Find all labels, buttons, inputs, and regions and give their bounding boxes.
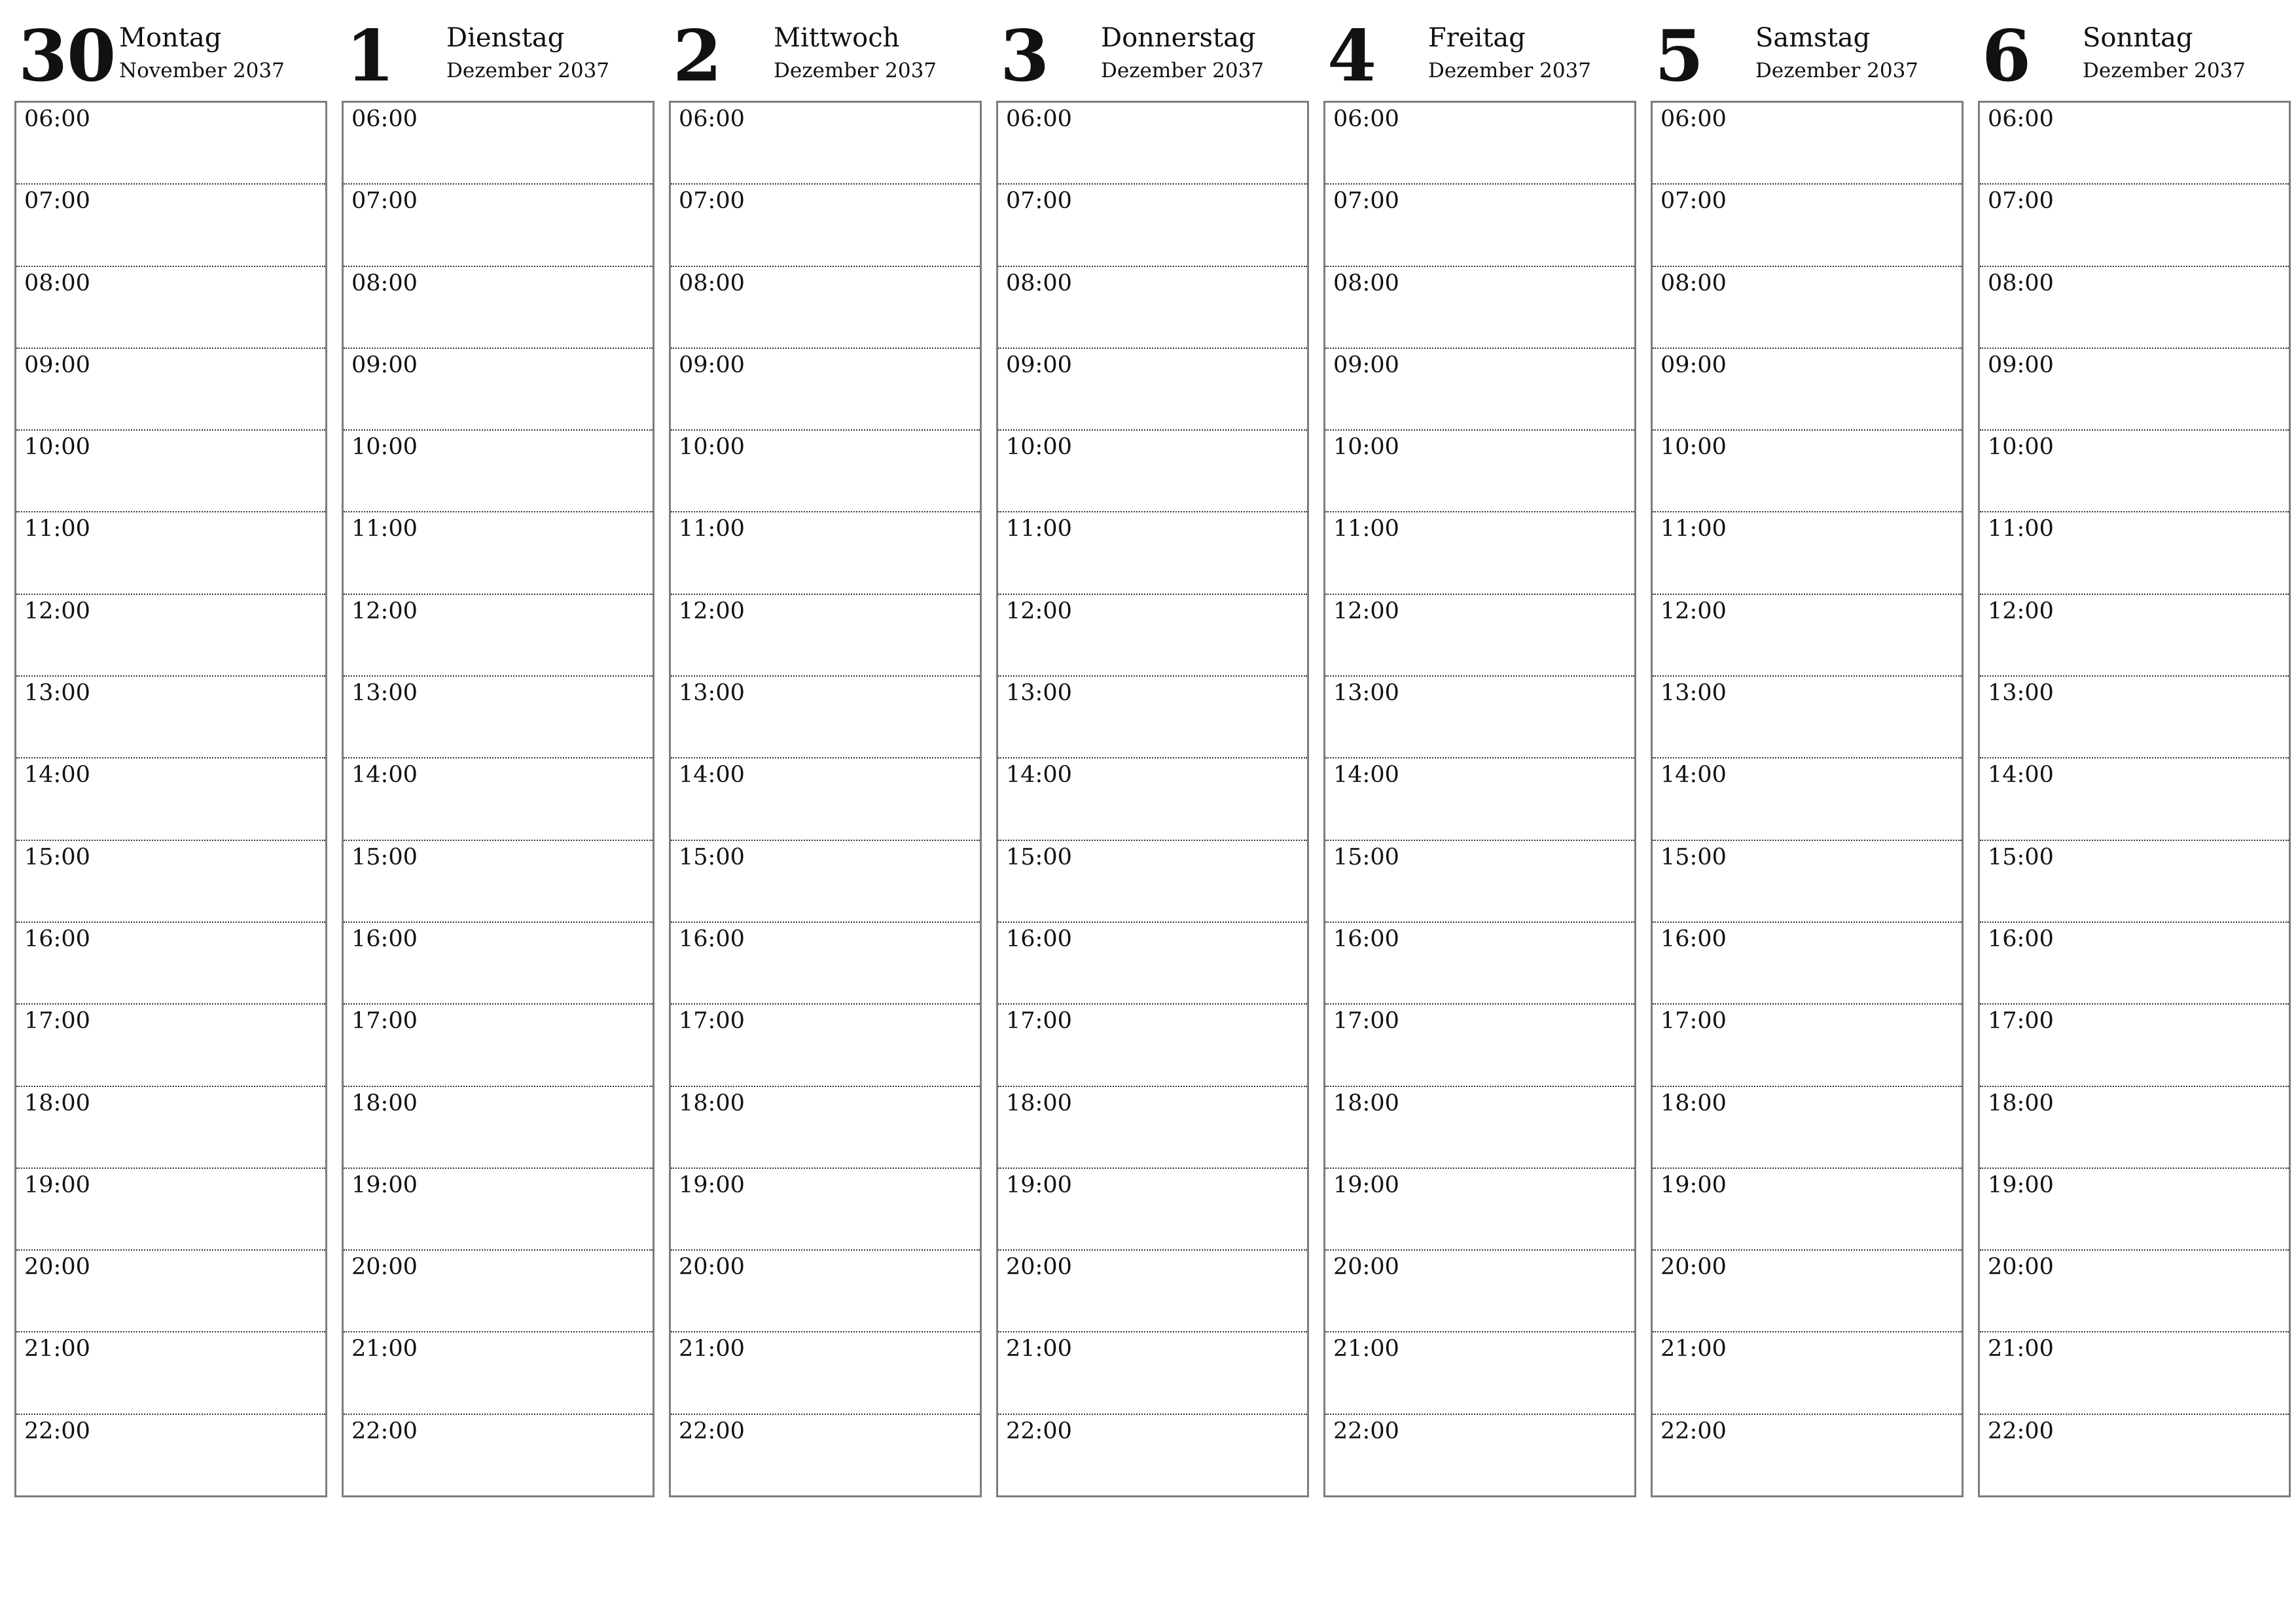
time-slot[interactable]	[1980, 841, 2289, 923]
time-slot[interactable]	[998, 431, 1307, 512]
time-slot[interactable]	[1653, 512, 1962, 594]
time-slot[interactable]	[1653, 1251, 1962, 1332]
time-slot-label: 18:00	[1988, 1090, 2054, 1116]
time-slot[interactable]	[1325, 677, 1634, 758]
time-slot[interactable]	[671, 267, 980, 349]
time-slot[interactable]	[671, 923, 980, 1005]
time-slot[interactable]	[1325, 758, 1634, 840]
time-slot-label: 19:00	[1660, 1171, 1727, 1198]
time-slot[interactable]	[344, 185, 653, 266]
time-slot-label: 15:00	[1660, 844, 1727, 870]
time-slot-label: 15:00	[1988, 844, 2054, 870]
time-slot[interactable]	[1325, 267, 1634, 349]
time-slot[interactable]	[16, 841, 325, 923]
time-slot-label: 12:00	[351, 597, 418, 624]
time-slot-list	[669, 101, 982, 1497]
time-slot-label: 07:00	[1006, 188, 1072, 215]
time-slot[interactable]	[671, 758, 980, 840]
time-slot-label: 06:00	[24, 106, 90, 132]
day-column	[14, 14, 327, 1497]
day-number: 4	[1327, 15, 1376, 98]
time-slot-list	[342, 101, 655, 1497]
time-slot[interactable]	[1980, 1332, 2289, 1414]
time-slot-label: 16:00	[1006, 925, 1072, 952]
time-slot[interactable]	[344, 923, 653, 1005]
time-slot-label: 10:00	[1006, 434, 1072, 461]
time-slot[interactable]	[671, 677, 980, 758]
time-slot-label: 18:00	[351, 1090, 418, 1116]
time-slot-label: 18:00	[24, 1090, 90, 1116]
time-slot-label: 21:00	[1660, 1336, 1727, 1363]
month-year: Dezember 2037	[774, 59, 937, 82]
time-slot-list	[996, 101, 1309, 1497]
time-slot-label: 22:00	[1660, 1418, 1727, 1444]
time-slot[interactable]	[16, 677, 325, 758]
time-slot-label: 14:00	[679, 762, 745, 789]
time-slot-label: 09:00	[1006, 351, 1072, 378]
time-slot-label: 21:00	[24, 1336, 90, 1363]
month-year: November 2037	[119, 59, 285, 82]
time-slot-label: 16:00	[24, 925, 90, 952]
time-slot[interactable]	[998, 1332, 1307, 1414]
time-slot-label: 13:00	[24, 680, 90, 707]
time-slot-label: 16:00	[679, 925, 745, 952]
weekday-name: Sonntag	[2083, 23, 2193, 53]
time-slot[interactable]	[1980, 103, 2289, 185]
day-header	[1651, 14, 1964, 101]
time-slot-label: 20:00	[1660, 1254, 1727, 1281]
time-slot-label: 15:00	[351, 844, 418, 870]
time-slot[interactable]	[1325, 103, 1634, 185]
time-slot-label: 22:00	[351, 1418, 418, 1444]
time-slot[interactable]	[344, 1332, 653, 1414]
time-slot[interactable]	[16, 1169, 325, 1251]
time-slot-label: 11:00	[1006, 516, 1072, 543]
time-slot-label: 22:00	[679, 1418, 745, 1444]
time-slot[interactable]	[1325, 1087, 1634, 1169]
time-slot-list	[1651, 101, 1964, 1497]
time-slot[interactable]	[1980, 758, 2289, 840]
time-slot[interactable]	[1653, 677, 1962, 758]
time-slot-label: 11:00	[1333, 516, 1399, 543]
time-slot-label: 21:00	[1333, 1336, 1399, 1363]
time-slot-label: 08:00	[679, 270, 745, 296]
time-slot[interactable]	[1653, 267, 1962, 349]
time-slot[interactable]	[998, 1005, 1307, 1086]
time-slot[interactable]	[1980, 1169, 2289, 1251]
time-slot-label: 20:00	[679, 1254, 745, 1281]
day-number: 6	[1982, 15, 2031, 98]
time-slot-label: 12:00	[679, 597, 745, 624]
day-header	[669, 14, 982, 101]
time-slot-label: 14:00	[1006, 762, 1072, 789]
time-slot[interactable]	[16, 923, 325, 1005]
time-slot-label: 18:00	[679, 1090, 745, 1116]
time-slot[interactable]	[998, 1169, 1307, 1251]
time-slot-label: 21:00	[351, 1336, 418, 1363]
time-slot-label: 22:00	[24, 1418, 90, 1444]
day-number: 2	[673, 15, 722, 98]
time-slot-label: 13:00	[1006, 680, 1072, 707]
time-slot-label: 16:00	[1333, 925, 1399, 952]
time-slot[interactable]	[1653, 595, 1962, 677]
time-slot[interactable]	[998, 1415, 1307, 1497]
time-slot[interactable]	[1653, 1169, 1962, 1251]
time-slot[interactable]	[1325, 1005, 1634, 1086]
time-slot[interactable]	[16, 1251, 325, 1332]
time-slot[interactable]	[16, 512, 325, 594]
day-number: 3	[1000, 15, 1049, 98]
time-slot-label: 12:00	[1006, 597, 1072, 624]
day-number: 5	[1655, 15, 1704, 98]
time-slot[interactable]	[16, 595, 325, 677]
time-slot-label: 13:00	[351, 680, 418, 707]
time-slot-label: 06:00	[679, 106, 745, 132]
time-slot[interactable]	[671, 1169, 980, 1251]
time-slot[interactable]	[998, 185, 1307, 266]
time-slot[interactable]	[1980, 267, 2289, 349]
time-slot-label: 14:00	[1988, 762, 2054, 789]
time-slot-label: 11:00	[351, 516, 418, 543]
time-slot-label: 09:00	[1333, 351, 1399, 378]
time-slot[interactable]	[1653, 103, 1962, 185]
time-slot[interactable]	[16, 103, 325, 185]
time-slot-label: 20:00	[351, 1254, 418, 1281]
time-slot-label: 18:00	[1333, 1090, 1399, 1116]
time-slot[interactable]	[344, 1087, 653, 1169]
time-slot[interactable]	[16, 431, 325, 512]
time-slot-label: 14:00	[351, 762, 418, 789]
time-slot-label: 07:00	[1988, 188, 2054, 215]
time-slot[interactable]	[344, 267, 653, 349]
time-slot-label: 11:00	[679, 516, 745, 543]
time-slot[interactable]	[1980, 923, 2289, 1005]
time-slot-label: 08:00	[1660, 270, 1727, 296]
time-slot[interactable]	[1325, 349, 1634, 431]
time-slot-label: 21:00	[679, 1336, 745, 1363]
time-slot[interactable]	[671, 1251, 980, 1332]
week-planner	[14, 14, 2283, 1497]
time-slot-label: 16:00	[1660, 925, 1727, 952]
time-slot[interactable]	[344, 841, 653, 923]
time-slot-label: 14:00	[1660, 762, 1727, 789]
time-slot[interactable]	[998, 758, 1307, 840]
time-slot-label: 19:00	[679, 1171, 745, 1198]
time-slot-label: 08:00	[1006, 270, 1072, 296]
time-slot-list	[1978, 101, 2291, 1497]
time-slot-label: 19:00	[1988, 1171, 2054, 1198]
time-slot-label: 17:00	[1006, 1008, 1072, 1035]
time-slot-label: 22:00	[1006, 1418, 1072, 1444]
time-slot-label: 14:00	[24, 762, 90, 789]
month-year: Dezember 2037	[1101, 59, 1265, 82]
time-slot-label: 12:00	[1988, 597, 2054, 624]
time-slot-label: 14:00	[1333, 762, 1399, 789]
time-slot[interactable]	[998, 267, 1307, 349]
time-slot[interactable]	[1325, 923, 1634, 1005]
time-slot-label: 20:00	[24, 1254, 90, 1281]
time-slot[interactable]	[16, 267, 325, 349]
time-slot-label: 07:00	[679, 188, 745, 215]
day-column	[669, 14, 982, 1497]
time-slot[interactable]	[998, 677, 1307, 758]
time-slot[interactable]	[16, 185, 325, 266]
time-slot-label: 17:00	[1333, 1008, 1399, 1035]
time-slot[interactable]	[998, 512, 1307, 594]
time-slot-label: 18:00	[1660, 1090, 1727, 1116]
time-slot-label: 09:00	[24, 351, 90, 378]
time-slot-label: 07:00	[351, 188, 418, 215]
time-slot-label: 15:00	[1006, 844, 1072, 870]
time-slot[interactable]	[1325, 512, 1634, 594]
time-slot[interactable]	[671, 185, 980, 266]
time-slot[interactable]	[16, 1332, 325, 1414]
day-column	[342, 14, 655, 1497]
time-slot[interactable]	[1980, 1087, 2289, 1169]
time-slot-label: 08:00	[1333, 270, 1399, 296]
time-slot-label: 10:00	[1988, 434, 2054, 461]
time-slot-label: 17:00	[24, 1008, 90, 1035]
time-slot-label: 13:00	[1333, 680, 1399, 707]
time-slot[interactable]	[998, 923, 1307, 1005]
month-year: Dezember 2037	[1428, 59, 1592, 82]
time-slot[interactable]	[998, 595, 1307, 677]
time-slot-label: 19:00	[351, 1171, 418, 1198]
time-slot-label: 20:00	[1988, 1254, 2054, 1281]
time-slot-label: 11:00	[1988, 516, 2054, 543]
time-slot-label: 08:00	[351, 270, 418, 296]
time-slot[interactable]	[1980, 512, 2289, 594]
time-slot[interactable]	[998, 349, 1307, 431]
day-header	[14, 14, 327, 101]
time-slot-label: 13:00	[1988, 680, 2054, 707]
time-slot-label: 06:00	[351, 106, 418, 132]
time-slot[interactable]	[998, 103, 1307, 185]
time-slot[interactable]	[1980, 185, 2289, 266]
time-slot[interactable]	[344, 431, 653, 512]
day-header	[996, 14, 1309, 101]
time-slot[interactable]	[1980, 595, 2289, 677]
time-slot[interactable]	[671, 841, 980, 923]
time-slot[interactable]	[1980, 1415, 2289, 1497]
time-slot[interactable]	[1980, 1251, 2289, 1332]
time-slot-label: 18:00	[1006, 1090, 1072, 1116]
day-column	[996, 14, 1309, 1497]
time-slot[interactable]	[1653, 1087, 1962, 1169]
time-slot-label: 20:00	[1333, 1254, 1399, 1281]
time-slot[interactable]	[1980, 431, 2289, 512]
day-column	[1323, 14, 1636, 1497]
time-slot[interactable]	[671, 431, 980, 512]
time-slot[interactable]	[1325, 185, 1634, 266]
time-slot-label: 10:00	[1660, 434, 1727, 461]
time-slot[interactable]	[671, 1087, 980, 1169]
time-slot[interactable]	[1980, 1005, 2289, 1086]
time-slot-label: 22:00	[1988, 1418, 2054, 1444]
time-slot[interactable]	[1653, 841, 1962, 923]
time-slot[interactable]	[1325, 1251, 1634, 1332]
time-slot-label: 16:00	[351, 925, 418, 952]
weekday-name: Mittwoch	[774, 23, 900, 53]
time-slot-label: 17:00	[351, 1008, 418, 1035]
time-slot-label: 13:00	[1660, 680, 1727, 707]
time-slot[interactable]	[1653, 758, 1962, 840]
time-slot[interactable]	[1325, 431, 1634, 512]
time-slot[interactable]	[344, 1169, 653, 1251]
time-slot[interactable]	[16, 1005, 325, 1086]
day-header	[1323, 14, 1636, 101]
time-slot[interactable]	[1653, 431, 1962, 512]
day-number: 1	[346, 15, 395, 98]
time-slot-label: 11:00	[24, 516, 90, 543]
time-slot-label: 06:00	[1988, 106, 2054, 132]
time-slot[interactable]	[1653, 923, 1962, 1005]
time-slot-label: 13:00	[679, 680, 745, 707]
time-slot[interactable]	[1980, 677, 2289, 758]
time-slot[interactable]	[1325, 1415, 1634, 1497]
weekday-name: Montag	[119, 23, 222, 53]
time-slot[interactable]	[16, 758, 325, 840]
time-slot-label: 10:00	[679, 434, 745, 461]
time-slot-label: 08:00	[1988, 270, 2054, 296]
time-slot[interactable]	[671, 1332, 980, 1414]
time-slot[interactable]	[344, 512, 653, 594]
time-slot[interactable]	[998, 841, 1307, 923]
time-slot[interactable]	[998, 1087, 1307, 1169]
time-slot[interactable]	[671, 349, 980, 431]
time-slot-label: 19:00	[1333, 1171, 1399, 1198]
time-slot[interactable]	[344, 1005, 653, 1086]
time-slot[interactable]	[671, 1005, 980, 1086]
time-slot[interactable]	[998, 1251, 1307, 1332]
time-slot[interactable]	[1325, 1332, 1634, 1414]
time-slot-label: 15:00	[679, 844, 745, 870]
time-slot[interactable]	[1653, 349, 1962, 431]
day-number: 30	[18, 15, 116, 98]
time-slot[interactable]	[1325, 595, 1634, 677]
weekday-name: Freitag	[1428, 23, 1526, 53]
time-slot-label: 08:00	[24, 270, 90, 296]
time-slot-label: 09:00	[1988, 351, 2054, 378]
time-slot-label: 21:00	[1006, 1336, 1072, 1363]
time-slot[interactable]	[671, 512, 980, 594]
time-slot-label: 07:00	[1660, 188, 1727, 215]
time-slot[interactable]	[344, 103, 653, 185]
time-slot[interactable]	[344, 595, 653, 677]
time-slot[interactable]	[344, 1415, 653, 1497]
time-slot-label: 20:00	[1006, 1254, 1072, 1281]
time-slot-label: 09:00	[351, 351, 418, 378]
time-slot-label: 10:00	[1333, 434, 1399, 461]
time-slot-label: 12:00	[1333, 597, 1399, 624]
time-slot-label: 07:00	[24, 188, 90, 215]
time-slot-label: 10:00	[351, 434, 418, 461]
time-slot[interactable]	[671, 595, 980, 677]
time-slot-label: 06:00	[1006, 106, 1072, 132]
time-slot[interactable]	[1325, 841, 1634, 923]
time-slot[interactable]	[344, 677, 653, 758]
day-header	[1978, 14, 2291, 101]
time-slot[interactable]	[1980, 349, 2289, 431]
time-slot[interactable]	[671, 1415, 980, 1497]
time-slot[interactable]	[16, 1415, 325, 1497]
day-header	[342, 14, 655, 101]
time-slot-label: 12:00	[24, 597, 90, 624]
time-slot-label: 17:00	[1660, 1008, 1727, 1035]
time-slot-list	[14, 101, 327, 1497]
day-column	[1978, 14, 2291, 1497]
time-slot-label: 17:00	[1988, 1008, 2054, 1035]
time-slot[interactable]	[1653, 1005, 1962, 1086]
time-slot-label: 19:00	[1006, 1171, 1072, 1198]
time-slot[interactable]	[16, 1087, 325, 1169]
time-slot-label: 17:00	[679, 1008, 745, 1035]
time-slot[interactable]	[344, 349, 653, 431]
time-slot-label: 15:00	[24, 844, 90, 870]
time-slot[interactable]	[16, 349, 325, 431]
time-slot[interactable]	[344, 758, 653, 840]
time-slot-label: 10:00	[24, 434, 90, 461]
time-slot[interactable]	[1653, 1332, 1962, 1414]
time-slot-label: 06:00	[1660, 106, 1727, 132]
time-slot-label: 07:00	[1333, 188, 1399, 215]
weekday-name: Samstag	[1755, 23, 1871, 53]
time-slot-list	[1323, 101, 1636, 1497]
time-slot[interactable]	[344, 1251, 653, 1332]
time-slot-label: 12:00	[1660, 597, 1727, 624]
time-slot-label: 06:00	[1333, 106, 1399, 132]
time-slot-label: 11:00	[1660, 516, 1727, 543]
time-slot[interactable]	[1653, 1415, 1962, 1497]
month-year: Dezember 2037	[446, 59, 610, 82]
day-column	[1651, 14, 1964, 1497]
time-slot[interactable]	[1653, 185, 1962, 266]
time-slot-label: 09:00	[1660, 351, 1727, 378]
time-slot-label: 09:00	[679, 351, 745, 378]
time-slot-label: 19:00	[24, 1171, 90, 1198]
month-year: Dezember 2037	[2083, 59, 2246, 82]
time-slot-label: 15:00	[1333, 844, 1399, 870]
weekday-name: Dienstag	[446, 23, 565, 53]
time-slot-label: 21:00	[1988, 1336, 2054, 1363]
month-year: Dezember 2037	[1755, 59, 1919, 82]
time-slot-label: 16:00	[1988, 925, 2054, 952]
time-slot[interactable]	[671, 103, 980, 185]
weekday-name: Donnerstag	[1101, 23, 1256, 53]
time-slot-label: 22:00	[1333, 1418, 1399, 1444]
time-slot[interactable]	[1325, 1169, 1634, 1251]
